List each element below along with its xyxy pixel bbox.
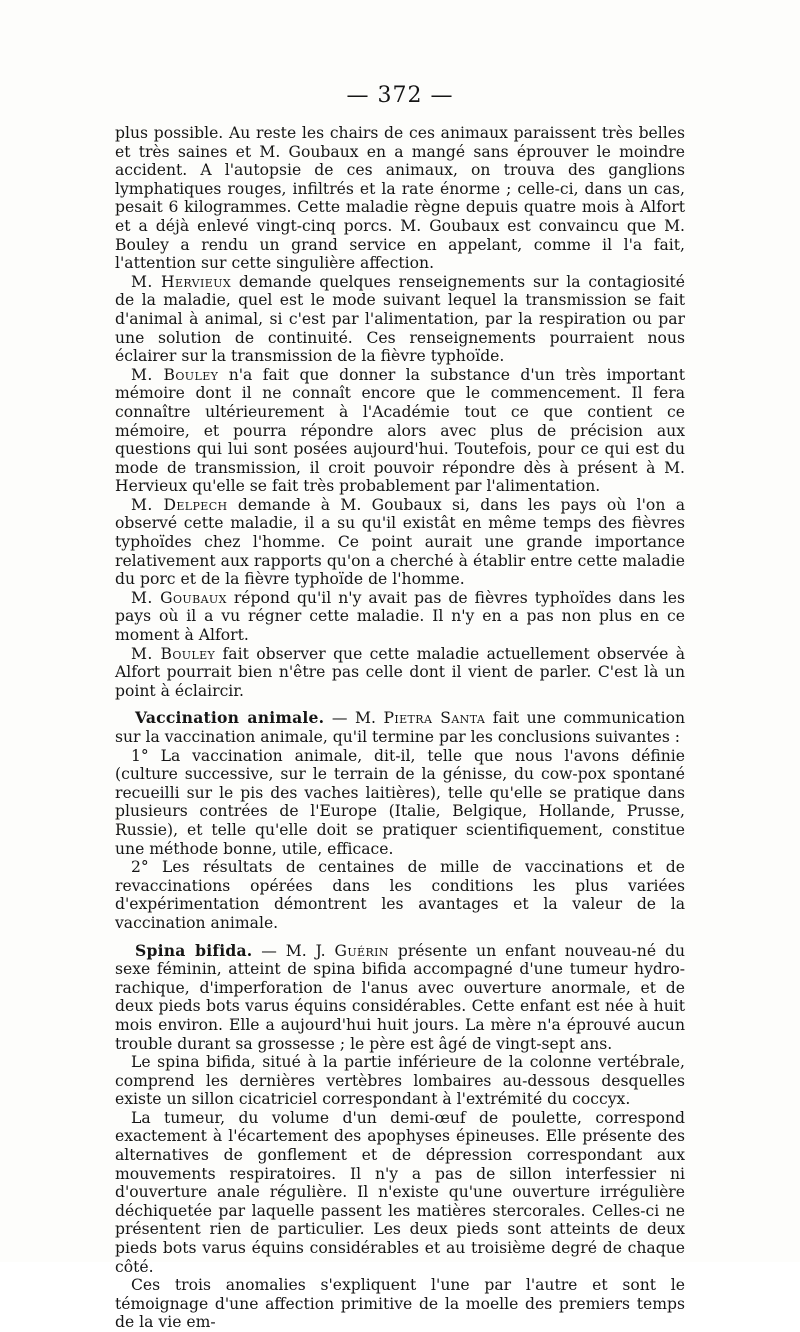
conclusion-2 — [115, 858, 685, 932]
section-vaccination — [115, 709, 685, 746]
speaker-name: M. Goubaux — [131, 588, 227, 607]
paragraph-text: plus possible. Au reste les chairs de ces animaux paraissent très belles et très saines et M. Goubaux en a mangé sans éprouver le moindre accident. A l'autopsie de ces animaux, on trouva des ganglions lymphatiques rouges, infiltrés et la rate énorme ; celle-ci, dans un cas, pesait 6 kilogrammes. Cette maladie règne depuis quatre mois à Alfort et a déjà enlevé vingt-cinq porcs. M. Goubaux est convaincu que M. Bouley a rendu un grand service en appelant, comme il l'a fait, l'attention sur cette singulière affection. — [115, 124, 685, 273]
paragraph-text: Le spina bifida, situé à la partie inférieure de la colonne vertébrale, comprend les dernières vertèbres lombaires au-dessous desquelles existe un sillon cicatriciel correspondant à l'extrémité du coccyx. — [115, 1053, 685, 1109]
speaker-name: Pietra Santa — [383, 709, 486, 728]
speaker-name: M. Delpech — [131, 495, 228, 514]
speaker-name: M. Bouley — [131, 365, 219, 384]
paragraph-bouley-2 — [115, 645, 685, 701]
page-body — [115, 124, 685, 1332]
paragraph-delpech — [115, 496, 685, 589]
paragraph-bouley — [115, 366, 685, 496]
speaker-name: Guérin — [334, 941, 389, 960]
section-heading: Spina bifida. — [135, 940, 253, 960]
paragraph-text: fait une communication sur la vaccination animale, qu'il termine par les conclusions suivantes : — [115, 709, 685, 746]
paragraph-text: La tumeur, du volume d'un demi-œuf de poulette, correspond exactement à l'écartement des apophyses épineuses. Elle présente des alternatives de gonflement et de dépression correspondant aux mouvements respiratoires. Il n'y a pas de sillon interfessier ni d'ouverture anale régulière. Il n'existe qu'une ouverture irrégulière déchiquetée par laquelle passent les matières stercorales. Celles-ci ne présentent rien de particulier. Les deux pieds sont atteints de deux pieds bots varus équins considérables et au troisième degré de chaque côté. — [115, 1108, 685, 1276]
speaker-name: M. Hervieux — [131, 272, 232, 291]
paragraph-tumeur — [115, 1109, 685, 1276]
paragraph-spina-location — [115, 1053, 685, 1109]
paragraph-text: n'a fait que donner la substance d'un très important mémoire dont il ne connaît encore que le commencement. Il fera connaître ultérieurement à l'Académie tout ce que contient ce mémoire, et pourra répondre alors avec plus de précision aux questions qui lui sont posées aujourd'hui. Toutefois, pour ce qui est du mode de transmission, il croit pouvoir répondre dès à présent à M. Hervieux qu'elle se fait très probablement par l'alimentation. — [115, 365, 685, 496]
paragraph-goubaux — [115, 589, 685, 645]
paragraph-hervieux — [115, 273, 685, 366]
paragraph-text: Ces trois anomalies s'expliquent l'une par l'autre et sont le témoignage d'une affection primitive de la moelle des premiers temps de la vie em- — [115, 1276, 685, 1332]
paragraph-text: répond qu'il n'y avait pas de fièvres typhoïdes dans les pays où il a vu régner cette maladie. Il n'y en a pas non plus en ce moment à Alfort. — [115, 588, 686, 645]
section-heading: Vaccination animale. — [135, 708, 325, 728]
paragraph-anomalies — [115, 1276, 685, 1332]
paragraph-text: demande à M. Goubaux si, dans les pays où l'on a observé cette maladie, il a su qu'il existât en même temps des fièvres typhoïdes chez l'homme. Ce point aurait une grande importance relativement aux rapports qu'on a cherché à établir entre cette maladie du porc et de la fièvre typhoïde de l'homme. — [115, 495, 685, 589]
conclusion-1 — [115, 747, 685, 859]
paragraph-text: présente un enfant nouveau-né du sexe féminin, atteint de spina bifida accompagné d'une tumeur hydro-rachique, d'imperforation de l'anus avec ouverture anormale, et de deux pieds bots varus équins considérables. Cette enfant est née à huit mois environ. Elle a aujourd'hui huit jours. La mère n'a éprouvé aucun trouble durant sa grossesse ; le père est âgé de vingt-sept ans. — [115, 941, 686, 1053]
paragraph-text: 1° La vaccination animale, dit-il, telle que nous l'avons définie (culture successive, sur le terrain de la génisse, du cow-pox spontané recueilli sur le pis des vaches laitières), telle qu'elle se pratique dans plusieurs contrées de l'Europe (Italie, Belgique, Hollande, Prusse, Russie), et telle qu'elle doit se pratiquer scientifiquement, constitue une méthode bonne, utile, efficace. — [115, 746, 685, 858]
paragraph-text: — M. — [324, 709, 384, 728]
speaker-name: M. Bouley — [131, 644, 216, 663]
page-number: — 372 — — [346, 83, 454, 108]
paragraph-continuation — [115, 124, 685, 273]
paragraph-text: — M. J. — [252, 941, 335, 960]
paragraph-text: demande quelques renseignements sur la contagiosité de la maladie, quel est le mode suivant lequel la transmission se fait d'animal à animal, si c'est par l'alimentation, par la respiration ou par une solution de continuité. Ces renseignements pourraient nous éclairer sur la transmission de la fièvre typhoïde. — [115, 272, 685, 366]
section-spina-bifida — [115, 942, 685, 1054]
paragraph-text: 2° Les résultats de centaines de mille de vaccinations et de revaccinations opérées dans les conditions les plus variées d'expérimentation démontrent les avantages et la valeur de la vaccination animale. — [115, 858, 685, 932]
paragraph-text: fait observer que cette maladie actuellement observée à Alfort pourrait bien n'être pas celle dont il vient de parler. C'est là un point à éclaircir. — [115, 644, 685, 700]
